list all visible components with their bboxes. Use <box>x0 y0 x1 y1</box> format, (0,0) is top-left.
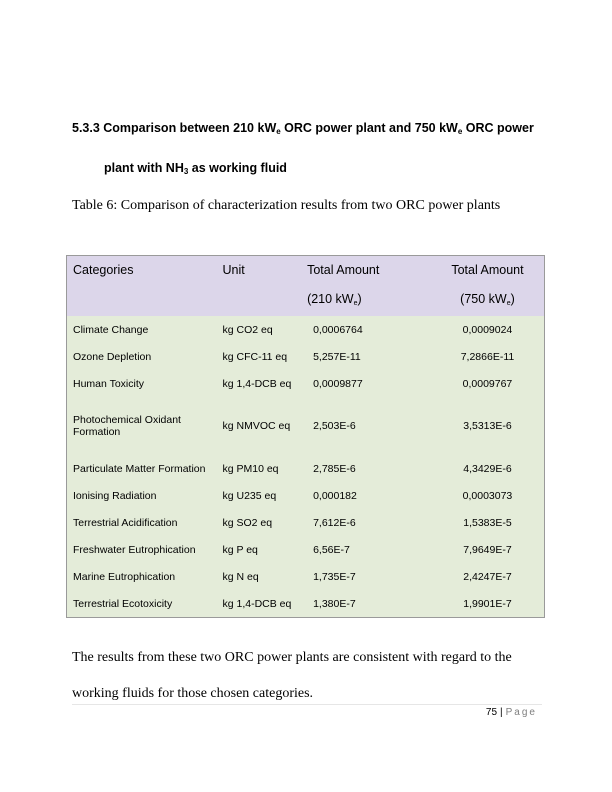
header-total-210: Total Amount <box>307 256 431 284</box>
header-categories: Categories <box>67 256 223 284</box>
row-unit: kg CFC-11 eq <box>222 343 307 370</box>
row-unit: kg N eq <box>222 563 307 590</box>
table-header-row <box>67 256 545 284</box>
row-category: Terrestrial Ecotoxicity <box>67 590 223 618</box>
row-value-750: 0,0003073 <box>431 482 545 509</box>
comparison-table <box>66 255 545 618</box>
heading-line-1: 5.3.3 Comparison between 210 $kW_e$ ORC power plant and 750 $kW_e$ ORC power <box>72 121 534 136</box>
row-value-210: 2,785E-6 <box>307 455 431 482</box>
table-caption: Table 6: Comparison of characterization results from two ORC power plants <box>72 198 501 213</box>
table-row <box>67 316 545 343</box>
table-row <box>67 343 545 370</box>
heading-line-2: plant with $NH_3$ as working fluid <box>104 161 287 176</box>
row-category: Marine Eutrophication <box>67 563 223 590</box>
table-row <box>67 536 545 563</box>
row-unit: kg U235 eq <box>222 482 307 509</box>
row-value-210: 1,735E-7 <box>307 563 431 590</box>
table-row <box>67 509 545 536</box>
row-value-750: 0,0009024 <box>431 316 545 343</box>
table-row <box>67 590 545 618</box>
row-value-750: 4,3429E-6 <box>431 455 545 482</box>
page-separator: | <box>500 707 503 718</box>
header-unit: Unit <box>222 256 307 284</box>
row-value-750: 7,9649E-7 <box>431 536 545 563</box>
row-unit: kg PM10 eq <box>222 455 307 482</box>
footer-divider <box>72 704 542 705</box>
header-unit-750: (750 $kW_e$) <box>431 283 545 316</box>
row-unit: kg P eq <box>222 536 307 563</box>
row-value-750: 2,4247E-7 <box>431 563 545 590</box>
row-unit: kg CO2 eq <box>222 316 307 343</box>
row-value-750: 3,5313E-6 <box>431 397 545 455</box>
page-footer <box>486 707 537 718</box>
row-value-210: 0,000182 <box>307 482 431 509</box>
table-row <box>67 455 545 482</box>
row-category: Climate Change <box>67 316 223 343</box>
table-row <box>67 482 545 509</box>
row-unit: kg 1,4-DCB eq <box>222 370 307 397</box>
row-value-210: 0,0009877 <box>307 370 431 397</box>
row-category: Freshwater Eutrophication <box>67 536 223 563</box>
row-unit: kg 1,4-DCB eq <box>222 590 307 618</box>
row-value-210: 2,503E-6 <box>307 397 431 455</box>
row-unit: kg SO2 eq <box>222 509 307 536</box>
row-value-210: 5,257E-11 <box>307 343 431 370</box>
row-value-210: 0,0006764 <box>307 316 431 343</box>
table-row <box>67 397 545 455</box>
row-value-210: 1,380E-7 <box>307 590 431 618</box>
row-category: Photochemical Oxidant Formation <box>67 397 223 455</box>
row-value-750: 1,5383E-5 <box>431 509 545 536</box>
body-paragraph: The results from these two ORC power plants are consistent with regard to the working fluids for those chosen categories. <box>72 650 512 701</box>
row-category: Human Toxicity <box>67 370 223 397</box>
header-unit-210: (210 $kW_e$) <box>307 283 431 316</box>
row-category: Particulate Matter Formation <box>67 455 223 482</box>
section-heading <box>72 110 552 190</box>
table-row <box>67 563 545 590</box>
table-row <box>67 370 545 397</box>
row-value-210: 6,56E-7 <box>307 536 431 563</box>
page-number: 75 <box>485 707 498 718</box>
row-category: Terrestrial Acidification <box>67 509 223 536</box>
row-value-750: 1,9901E-7 <box>431 590 545 618</box>
row-value-750: 0,0009767 <box>431 370 545 397</box>
page-label: Page <box>505 707 537 718</box>
header-total-750: Total Amount <box>431 256 545 284</box>
row-category: Ozone Depletion <box>67 343 223 370</box>
table-header-subrow <box>67 283 545 316</box>
row-unit: kg NMVOC eq <box>222 397 307 455</box>
row-value-210: 7,612E-6 <box>307 509 431 536</box>
row-value-750: 7,2866E-11 <box>431 343 545 370</box>
row-category: Ionising Radiation <box>67 482 223 509</box>
